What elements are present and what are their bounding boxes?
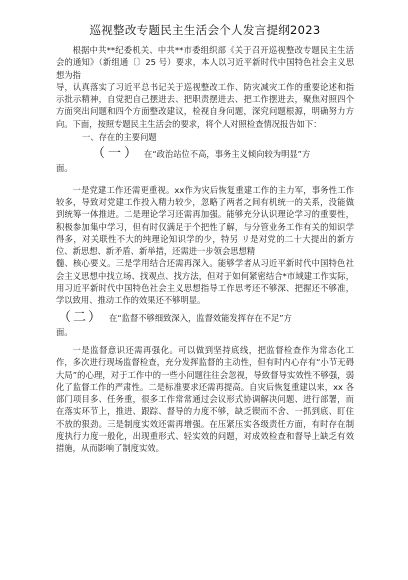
intro-paragraph-2: 导，认真落实了习近平总书记关于巡视整改工作、防灾减灾工作的重要论述和指示批示精神，自觉把自己摆进去、把职责摆进去、把工作摆进去，聚焦对照四个方面突出问题和四个方面整改建议，检视自身问题，深究问题根源，明确努力方向。下面，按照专题民主生活会的要求，将个人对照检查情况报告如下： <box>56 81 354 129</box>
subheading-1-text: 在“政治站位不高，事务主义倾向较为明显”方 <box>144 149 311 160</box>
section-heading: 一、存在的主要问题 <box>82 132 157 143</box>
body-paragraph-1: 一是党建工作还需更重视。xx作为灾后恢复重建工作的主力军，事务性工作较多，导致对党建工作投入精力较少，忽略了两者之间有机统一的关系，没能做到统筹一体推进。二是理论学习还需再加强。能够充分认识理论学习的重要性，积极参加集中学习，但有时仅满足于个把性了解，与分管业务工作有关的知识学得多，对关联性不大的纯理论知识学的少，特另 リ是对党的二十大提出的新方位、新思想、新矛盾、新举措，还需进一步领会思想精 <box>56 184 354 257</box>
intro-paragraph-1: 根据中共**纪委机关、中共**市委组织部《关于召开巡视整改专题民主生活会的通知》（新组通〔〕25 号）要求，本人以习近平新时代中国特色社会主义思想为指 <box>56 45 354 80</box>
subheading-2-continuation: 面。 <box>56 326 73 337</box>
body-paragraph-3: 一是监督意识还需再强化。可以做到坚持底线，把监督检查作为常态化工作，多次进行现场监督检查，充分发挥监督的主动性，但有时内心存有“小节无碍大局”的心理，对于工作中的一些小问题往往会忽视，导致督导实效性不够强，弱化了监督工作的严肃性。二是标准要求还需再提高。自灾后恢复重建以来，xx 各部门项目多、任务重，很多工作常常通过会议形式协调解决问题、进行部署，而在落实环节上，推进、跟踪、督导的力度不够，缺乏锲而不舍、一抓到底、盯住不放的狠劲。三是制度实效还需再增强。在压紧压实各级责任方面，有时存在制度执行力度一般化，出现重形式、轻实效的问题，对成效检查和督导上缺乏有效措施，从而影响了制度实效。 <box>56 344 354 454</box>
subheading-1 <box>56 147 354 161</box>
subheading-1-continuation: 面。 <box>56 163 73 174</box>
document-title: 巡视整改专题民主生活会个人发言提纲2023 <box>89 23 321 37</box>
subheading-2-text: 在“监督不够细致深入，监督效能发挥存在不足”方 <box>109 312 292 323</box>
subheading-1-number: （一） <box>92 146 141 162</box>
subheading-2 <box>56 311 354 325</box>
body-paragraph-2: 髓、核心要义。三是学用结合还需再深入。能够学者从习近平新时代中国特色社会主义思想中找立场、找观点、找方法，但对于如何紧密结合*市域建工作实际，用习近平新时代中国特色社会主义思想指导工作思考还不够深、把握还不够准，学以致用、推动工作的效果还不够明显。 <box>56 258 354 306</box>
subheading-2-number: （二） <box>58 309 104 325</box>
